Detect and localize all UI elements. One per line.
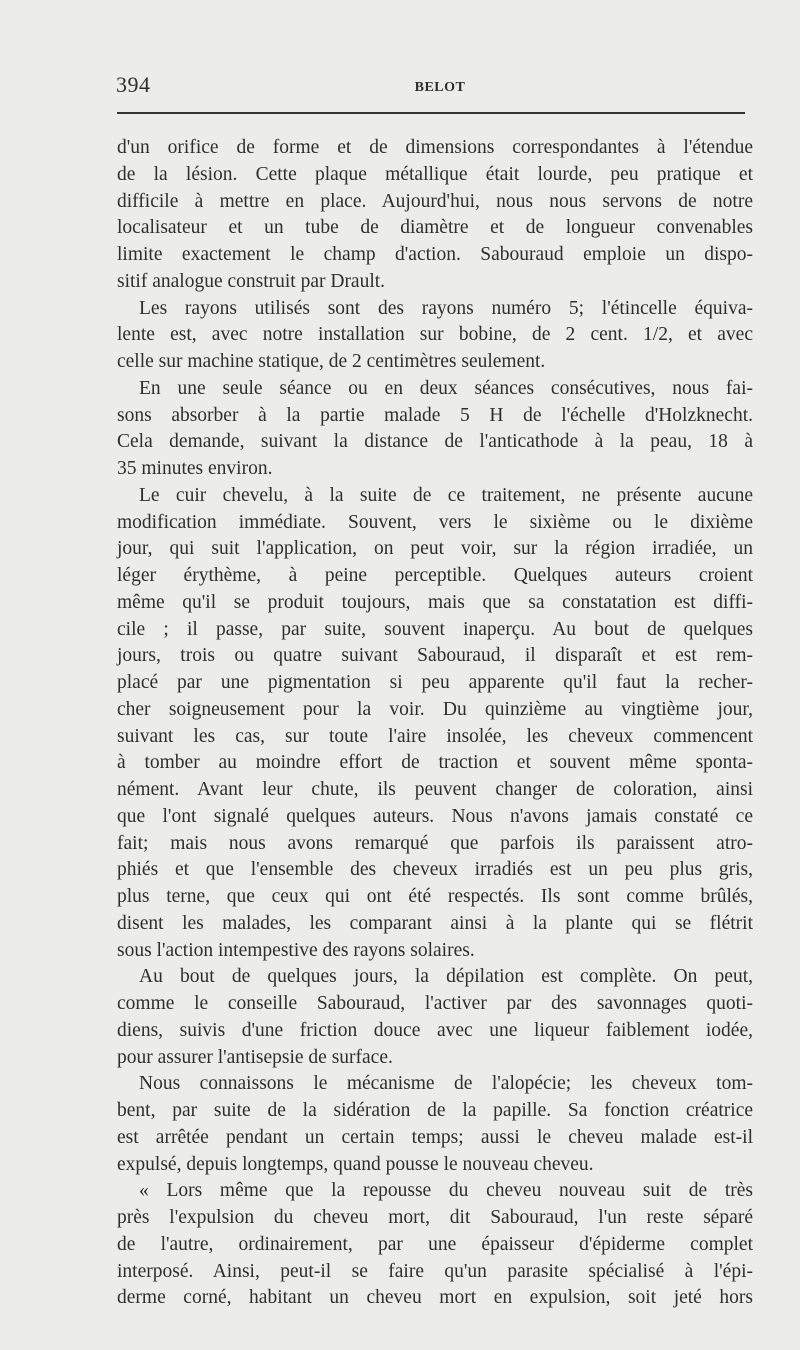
text-line: sitif analogue construit par Drault. <box>117 270 386 292</box>
text-line: celle sur machine statique, de 2 centimètres seulement. <box>117 351 546 372</box>
text-line: pour assurer l'antisepsie de surface. <box>117 1046 393 1068</box>
text-line: Nous connaissons le mécanisme de l'alopécie; les cheveux tom- <box>139 1073 753 1095</box>
text-line: même qu'il se produit toujours, mais que sa constatation est diffi- <box>117 591 753 613</box>
text-line: de l'autre, ordinairement, par une épaisseur d'épiderme complet <box>117 1233 753 1255</box>
text-line: derme corné, habitant un cheveu mort en expulsion, soit jeté hors <box>117 1287 753 1309</box>
paragraph <box>117 135 753 296</box>
text-line: que l'ont signalé quelques auteurs. Nous n'avons jamais constaté ce <box>117 805 753 827</box>
paragraph <box>117 296 753 376</box>
text-line: Les rayons utilisés sont des rayons numéro 5; l'étincelle équiva- <box>139 297 753 319</box>
text-line: comme le conseille Sabouraud, l'activer par des savonnages quoti- <box>117 993 753 1014</box>
text-line: d'un orifice de forme et de dimensions correspondantes à l'étendue <box>117 137 753 158</box>
paragraph <box>117 964 753 1071</box>
text-line: En une seule séance ou en deux séances consécutives, nous fai- <box>139 377 753 399</box>
header-rule <box>117 112 745 114</box>
text-line: suivant les cas, sur toute l'aire insolée, les cheveux commencent <box>117 725 753 747</box>
text-line: plus terne, que ceux qui ont été respectés. Ils sont comme brûlés, <box>117 886 753 907</box>
text-line: près l'expulsion du cheveu mort, dit Sabouraud, l'un reste séparé <box>117 1207 753 1228</box>
text-line: limite exactement le champ d'action. Sabouraud emploie un dispo- <box>117 244 753 265</box>
text-line: expulsé, depuis longtemps, quand pousse le nouveau cheveu. <box>117 1153 594 1175</box>
running-head: BELOT <box>414 80 466 95</box>
text-line: 35 minutes environ. <box>117 458 273 479</box>
text-line: nément. Avant leur chute, ils peuvent changer de coloration, ainsi <box>117 779 753 800</box>
paragraph <box>117 483 753 965</box>
text-line: lente est, avec notre installation sur bobine, de 2 cent. 1/2, et avec <box>117 324 753 346</box>
text-line: fait; mais nous avons remarqué que parfois ils paraissent atro- <box>117 832 753 854</box>
text-line: phiés et que l'ensemble des cheveux irradiés est un peu plus gris, <box>117 859 753 881</box>
text-line: modification immédiate. Souvent, vers le sixième ou le dixième <box>117 511 753 533</box>
text-line: de la lésion. Cette plaque métallique était lourde, peu pratique et <box>117 163 753 185</box>
text-line: « Lors même que la repousse du cheveu nouveau suit de très <box>139 1180 753 1202</box>
text-line: localisateur et un tube de diamètre et de longueur convenables <box>117 217 753 239</box>
text-line: cile ; il passe, par suite, souvent inaperçu. Au bout de quelques <box>117 618 753 640</box>
paragraph <box>117 1071 753 1178</box>
text-line: sous l'action intempestive des rayons solaires. <box>117 939 475 961</box>
text-line: léger érythème, à peine perceptible. Quelques auteurs croient <box>117 565 753 586</box>
text-line: Au bout de quelques jours, la dépilation est complète. On peut, <box>139 966 753 988</box>
text-line: bent, par suite de la sidération de la papille. Sa fonction créatrice <box>117 1100 753 1121</box>
paragraph <box>117 376 753 483</box>
text-line: cher soigneusement pour la voir. Du quinzième au vingtième jour, <box>117 698 753 720</box>
text-line: Cela demande, suivant la distance de l'anticathode à la peau, 18 à <box>117 431 753 453</box>
page-number: 394 <box>116 72 151 97</box>
text-line: Le cuir chevelu, à la suite de ce traitement, ne présente aucune <box>139 484 753 506</box>
text-line: diens, suivis d'une friction douce avec une liqueur faiblement iodée, <box>117 1019 753 1041</box>
text-line: sons absorber à la partie malade 5 H de l'échelle d'Holzknecht. <box>117 404 753 426</box>
text-line: jour, qui suit l'application, on peut voir, sur la région irradiée, un <box>117 538 753 560</box>
text-line: à tomber au moindre effort de traction et souvent même sponta- <box>117 752 753 774</box>
text-line: difficile à mettre en place. Aujourd'hui, nous nous servons de notre <box>117 190 753 212</box>
text-line: est arrêtée pendant un certain temps; aussi le cheveu malade est-il <box>117 1126 753 1148</box>
body-text <box>117 135 753 1312</box>
text-line: disent les malades, les comparant ainsi à la plante qui se flétrit <box>117 912 753 934</box>
text-line: placé par une pigmentation si peu apparente qu'il faut la recher- <box>117 672 753 693</box>
text-line: interposé. Ainsi, peut-il se faire qu'un parasite spécialisé à l'épi- <box>117 1260 753 1282</box>
paragraph <box>117 1178 753 1312</box>
text-line: jours, trois ou quatre suivant Sabouraud, il disparaît et est rem- <box>117 645 753 667</box>
